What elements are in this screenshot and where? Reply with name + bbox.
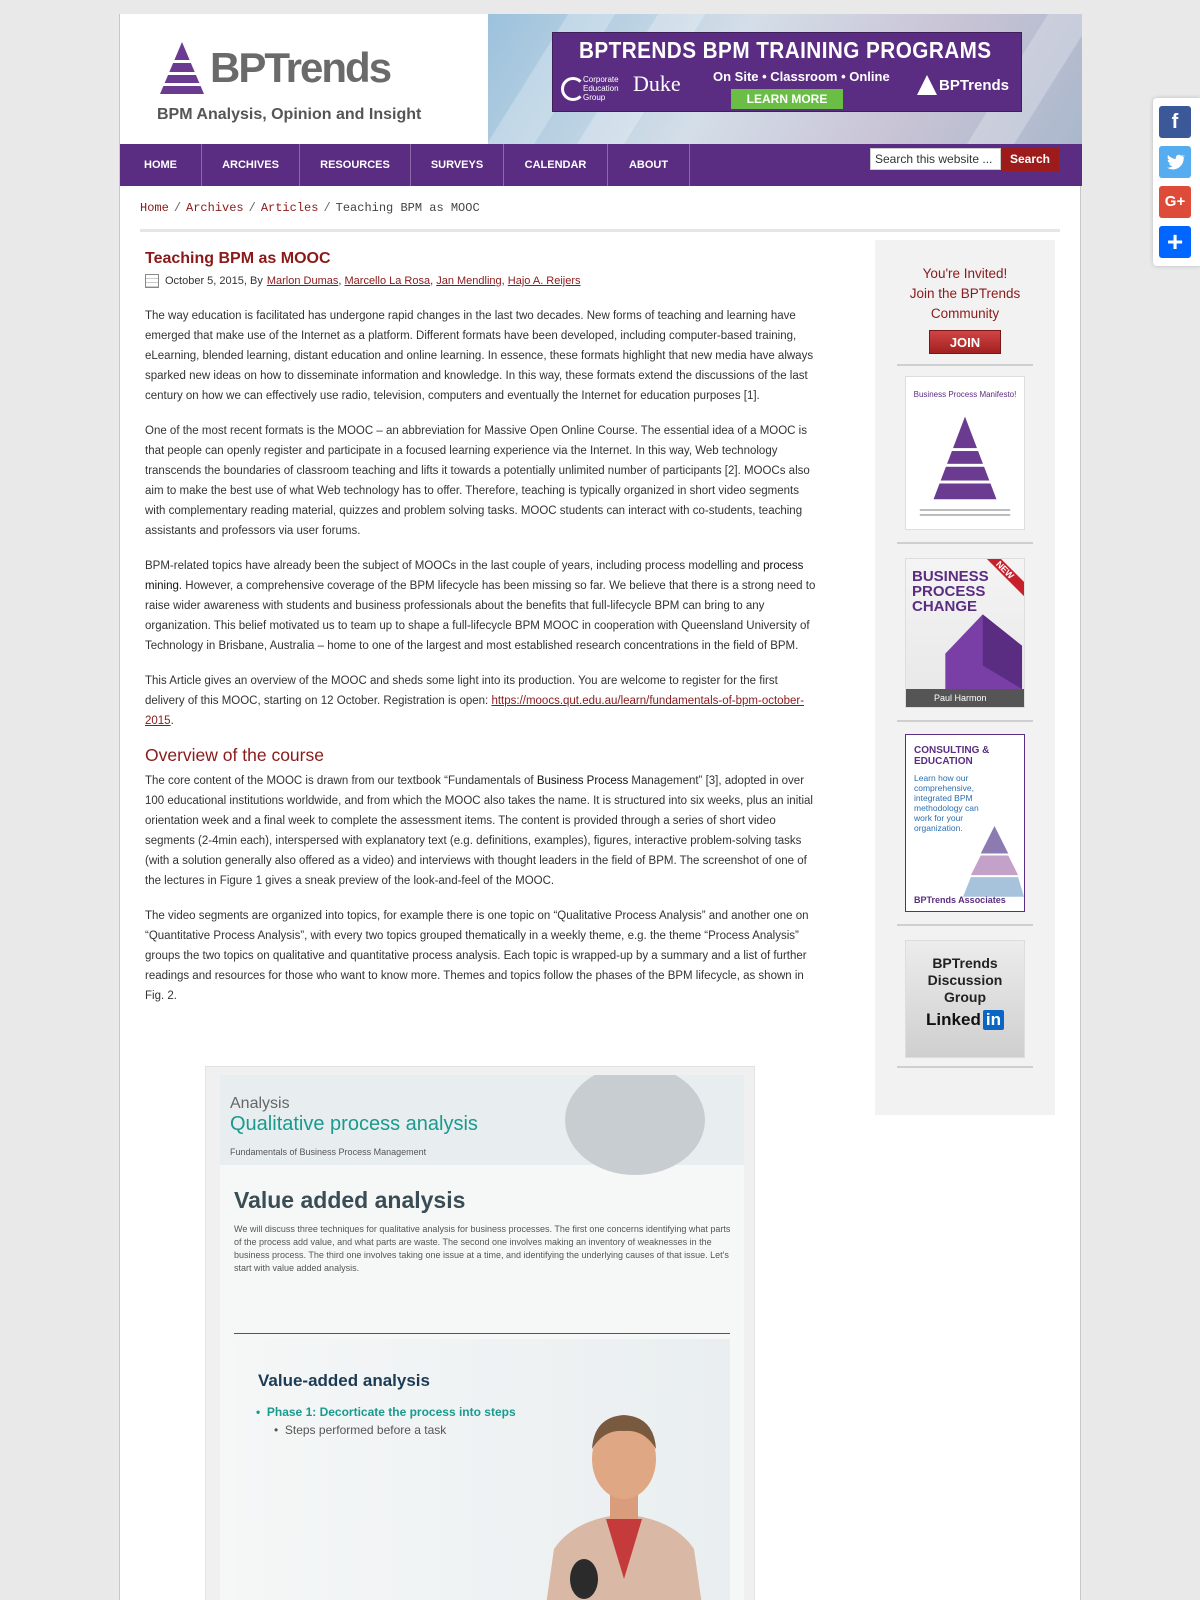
sidebar-divider	[897, 1066, 1033, 1068]
linkedin-wordmark: Linked	[926, 1010, 981, 1029]
presenter-image	[524, 1379, 724, 1600]
learn-more-button[interactable]: LEARN MORE	[731, 89, 843, 109]
article-paragraph: One of the most recent formats is the MOOC – an abbreviation for Massive Open Online Course. The essential idea of a MOOC is that people can openly register and participate in a focused learning experience via the Internet. In this way, Web technology transcends the boundaries of classroom teaching and lifts it towards a potentially unlimited number of participants [2]. MOOCs also aim to make the best use of what Web technology has to offer. Therefore, teaching is typically organized in short video segments with complementary reading material, quizzes and problem solving tasks. MOOC students can interact with co-students, teaching assistants and professors via user forums.	[145, 425, 810, 537]
facebook-icon[interactable]: f	[1159, 106, 1191, 138]
paragraph-text: This Article gives an overview of the MOOC and sheds some light into its production. You are welcome to register for the first delivery of this MOOC, starting on 12 October. Registration is open:	[145, 675, 778, 707]
breadcrumb-separator: /	[323, 201, 331, 215]
figure-header	[220, 1075, 744, 1165]
banner-partner-ceg: Corporate Education Group	[561, 75, 631, 102]
business-process-change-book[interactable]	[905, 558, 1025, 708]
mooc-screenshot	[220, 1075, 744, 1600]
banner-brand: BPTrends	[917, 77, 1009, 94]
figure-title: Qualitative process analysis	[230, 1113, 478, 1135]
main-nav	[120, 144, 1082, 186]
article-meta: October 5, 2015 , By Marlon Dumas , Marcello La Rosa , Jan Mendling , Hajo A. Reijers	[145, 274, 817, 288]
article-title: Teaching BPM as MOOC	[145, 250, 331, 267]
breadcrumb-current: Teaching BPM as MOOC	[335, 201, 480, 215]
nav-home[interactable]: HOME	[120, 144, 202, 186]
article-paragraph	[145, 771, 817, 891]
site-logo[interactable]	[158, 40, 390, 96]
nav-calendar[interactable]: CALENDAR	[504, 144, 608, 186]
bpc-author: Paul Harmon	[906, 689, 1024, 707]
author-link[interactable]: Jan Mendling	[436, 275, 502, 287]
lecture-video[interactable]	[234, 1339, 730, 1600]
article-paragraph: The video segments are organized into topics, for example there is one topic on “Qualitative Process Analysis” and another one on “Quantitative Process Analysis”, with every two topics grouped thematically in a weekly theme, e.g. the theme “Process Analysis” groups the two topics on qualitative and quantitative process analysis. Each topic is wrapped-up by a summary and a list of further readings and resources for those who want to know more. Themes and topics follow the phases of the BPM lifecycle, as shown in Fig. 2.	[145, 910, 809, 1002]
paragraph-text: The core content of the MOOC is drawn from our textbook “Fundamentals of	[145, 775, 537, 787]
consult-title: CONSULTING & EDUCATION	[914, 745, 990, 767]
pyramid-icon	[906, 377, 1024, 529]
breadcrumb-home[interactable]: Home	[140, 201, 169, 215]
article-date: October 5, 2015	[165, 275, 244, 287]
banner-partner-duke: Duke	[633, 71, 681, 96]
consult-description: Learn how our comprehensive, integrated BPM methodology can work for your organization.	[914, 773, 979, 833]
page-container	[119, 14, 1081, 1600]
section-heading: Overview of the course	[145, 745, 324, 765]
figure-kicker: Analysis	[230, 1095, 290, 1112]
registration-link[interactable]: https://moocs.qut.edu.au/learn/fundamentals-of-bpm-october-2015	[145, 695, 805, 727]
social-share-bar	[1153, 98, 1200, 266]
banner-title: BPTRENDS BPM TRAINING PROGRAMS	[579, 37, 992, 63]
pyramid-logo-icon	[158, 40, 206, 96]
linkedin-title-line: Discussion	[927, 972, 1003, 988]
linkedin-in-icon: in	[983, 1010, 1004, 1030]
linkedin-title-line: Group	[944, 989, 986, 1005]
join-button[interactable]: JOIN	[929, 330, 1001, 354]
breadcrumb-separator: /	[173, 201, 182, 215]
manifesto-title: Business Process Manifesto!	[913, 390, 1017, 399]
consult-footer: BPTrends Associates	[914, 895, 1006, 905]
author-link[interactable]: Hajo A. Reijers	[507, 275, 581, 287]
slide-title: Value-added analysis	[258, 1371, 430, 1390]
hand-checklist-image	[565, 1075, 705, 1175]
figure-divider	[234, 1333, 730, 1334]
site-header	[120, 14, 1080, 144]
sidebar-divider	[897, 364, 1033, 366]
figure-course: Fundamentals of Business Process Management	[230, 1147, 427, 1157]
new-badge: NEW	[977, 558, 1025, 598]
training-banner[interactable]	[552, 32, 1022, 112]
article-paragraph: The way education is facilitated has undergone rapid changes in the last two decades. New forms of teaching and learning have emerged that make use of the Internet as a platform. Different formats have been developed, including computer-based training, eLearning, blended learning, distant education and online learning. In essence, these formats highlight that new media have always sparked new ideas on how to disseminate information and knowledge. In this way, these formats extend the discussions of the last century on how we can effectively use radio, television, computers and eventually the Internet for education purposes [1].	[145, 310, 814, 402]
search-form	[870, 148, 1059, 171]
search-button[interactable]: Search	[1001, 147, 1059, 171]
twitter-icon[interactable]	[1159, 146, 1191, 178]
invite-line: Community	[930, 306, 1000, 321]
google-plus-icon[interactable]: G+	[1159, 186, 1191, 218]
article-paragraph	[145, 556, 817, 656]
paragraph-text: . However, a comprehensive coverage of the BPM lifecycle has been missing so far. We believe that there is a strong need to raise wider awareness with students and business professionals about the benefits that full-lifecycle BPM can bring to any organization. This belief motivated us to team up to shape a full-lifecycle BPM MOOC in cooperation with Queensland University of Technology in Brisbane, Australia – home to one of the largest and most established research concentrations in the field of BPM.	[145, 580, 816, 652]
calendar-icon	[145, 274, 159, 288]
banner-subtitle: On Site • Classroom • Online	[713, 69, 890, 84]
linkedin-group-ad[interactable]	[905, 940, 1025, 1058]
site-tagline: BPM Analysis, Opinion and Insight	[157, 106, 422, 123]
author-link[interactable]: Marlon Dumas	[266, 275, 339, 287]
breadcrumb	[140, 194, 1060, 232]
layered-pyramid-icon	[906, 735, 1024, 911]
keyword-process-mining: process mining	[145, 560, 804, 592]
sidebar	[875, 240, 1055, 1115]
breadcrumb-separator: /	[248, 201, 256, 215]
nav-about[interactable]: ABOUT	[608, 144, 690, 186]
bpc-title: BUSINESS PROCESS CHANGE	[912, 568, 989, 615]
sidebar-divider	[897, 542, 1033, 544]
paragraph-text: Management” [3], adopted in over 100 educational institutions worldwide, and from which the MOOC also takes the name. It is structured into six weeks, plus an initial orientation week and a final week to complete the assessment items. The content is provided through a series of short video segments (2-4min each), interspersed with explanatory text (e.g. definitions, examples), figures, interactive problem-solving tasks (with a solution generally also offered as a video) and interviews with thought leaders in the field of BPM. The screenshot of one of the lectures in Figure 1 gives a sneak preview of the look-and-feel of the MOOC.	[145, 775, 813, 887]
logo-text: BPTrends	[210, 44, 391, 91]
keyword-business-process: Business Process	[536, 775, 629, 787]
article-by: , By	[243, 275, 263, 287]
linkedin-title-line: BPTrends	[932, 955, 998, 971]
search-input[interactable]	[870, 148, 1001, 170]
nav-resources[interactable]: RESOURCES	[300, 144, 411, 186]
breadcrumb-archives[interactable]: Archives	[186, 201, 244, 215]
sidebar-divider	[897, 924, 1033, 926]
invite-line: You're Invited!	[922, 266, 1008, 281]
slide-step-text: Steps performed before a task	[284, 1423, 447, 1437]
breadcrumb-articles[interactable]: Articles	[260, 201, 319, 215]
linkedin-group-title	[906, 955, 1024, 1006]
consulting-education-ad[interactable]	[905, 734, 1025, 912]
nav-archives[interactable]: ARCHIVES	[202, 144, 300, 186]
slide-phase-text: Phase 1: Decorticate the process into steps	[266, 1405, 516, 1419]
share-plus-icon[interactable]: +	[1159, 226, 1191, 258]
manifesto-book[interactable]	[905, 376, 1025, 530]
sidebar-divider	[897, 720, 1033, 722]
paragraph-text: BPM-related topics have already been the subject of MOOCs in the last couple of years, including process modelling and	[145, 560, 764, 572]
purple-pyramid-icon	[906, 559, 1024, 707]
slide-step: • Steps performed before a task	[274, 1423, 447, 1437]
nav-surveys[interactable]: SURVEYS	[411, 144, 504, 186]
invite-line: Join the BPTrends	[909, 286, 1021, 301]
slide-phase: • Phase 1: Decorticate the process into steps	[256, 1405, 516, 1419]
figure-1	[205, 1066, 755, 1600]
figure-heading: Value added analysis	[234, 1187, 466, 1213]
paragraph-text: .	[170, 715, 174, 727]
article-paragraph	[145, 671, 817, 731]
article	[145, 250, 817, 1006]
invite-text	[875, 264, 1055, 324]
author-link[interactable]: Marcello La Rosa	[344, 275, 431, 287]
linkedin-logo	[906, 1010, 1024, 1030]
figure-description: We will discuss three techniques for qualitative analysis for business processes. The first one concerns identifying what parts of the process add value, and what parts are waste. The second one involves making an inventory of weaknesses in the business process. The third one involves taking one issue at a time, and identifying the underlying causes of that issue. Let's start with value added analysis.	[234, 1224, 731, 1273]
